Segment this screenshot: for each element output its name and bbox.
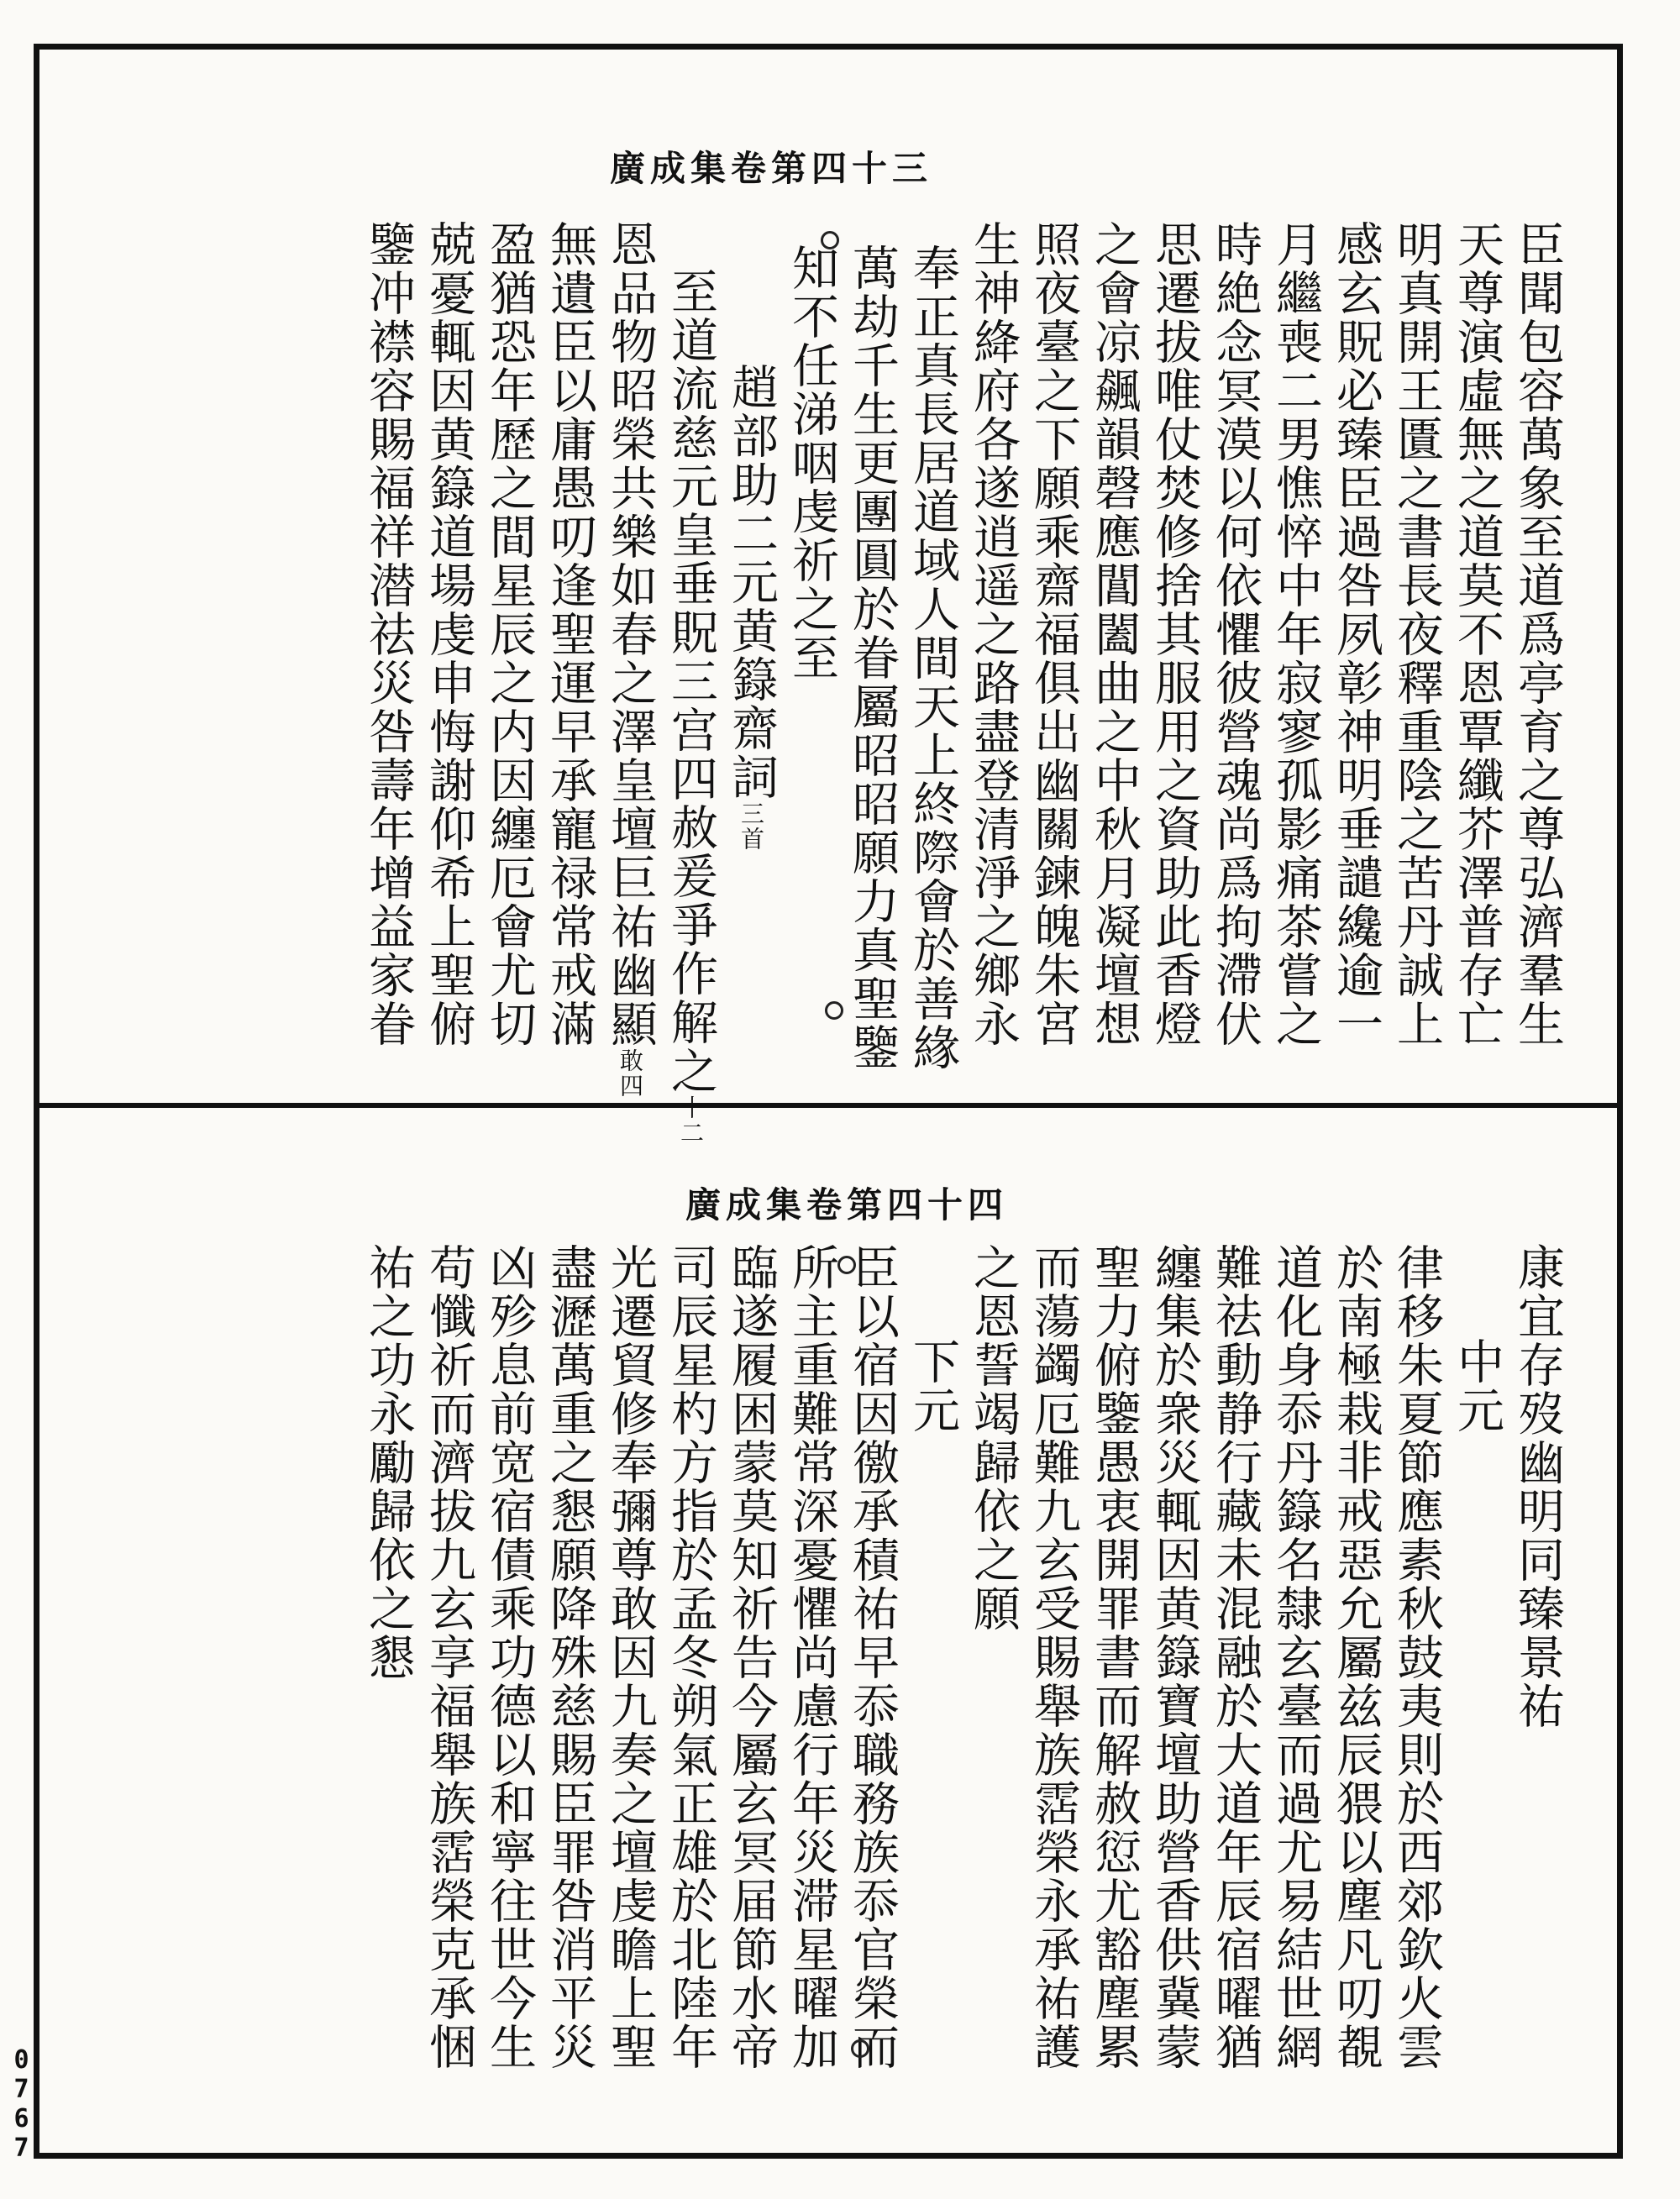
text-column xyxy=(835,220,900,1072)
top-annotation-circle-1 xyxy=(821,231,839,249)
column-text: 時絶念冥漠以何依懼彼營魂尚爲拘滯伏 xyxy=(1208,220,1263,1048)
column-text: 思遷拔唯仗焚修捨其服用之資助此香燈 xyxy=(1147,220,1202,1048)
panel-divider xyxy=(34,1103,1623,1108)
text-column xyxy=(1077,1243,1142,2108)
text-column xyxy=(1016,1243,1081,2108)
page-number: 0767 xyxy=(7,2045,36,2163)
text-column xyxy=(774,220,839,1067)
text-column xyxy=(1319,1243,1383,2108)
text-column xyxy=(412,220,476,1067)
column-text: 盈猶恐年歷之間星辰之内因纏厄會尤切 xyxy=(482,220,537,1048)
text-column xyxy=(472,1243,537,2108)
column-text: 而蕩蠲厄難九玄受賜舉族霑榮永承祐護 xyxy=(1026,1243,1081,2071)
column-text: 所主重難常深憂懼尚慮行年災滞星曜加 xyxy=(785,1243,839,2071)
column-text: 律移朱夏節應素秋鼓夷則於西郊欽火雲 xyxy=(1389,1243,1444,2071)
column-text: 恩品物昭榮共樂如春之澤皇壇巨祐幽顯 xyxy=(603,220,658,1048)
column-text: 司辰星杓方指於孟冬朔氣正雄於北陸年 xyxy=(664,1243,718,2071)
column-note: 十二 xyxy=(677,1095,705,1146)
column-text: 感玄貺必臻臣過咎夙彰神明垂譴纔逾一 xyxy=(1329,220,1383,1048)
column-text: 明真開王匱之書長夜釋重陰之苦丹誠上 xyxy=(1389,220,1444,1048)
text-column xyxy=(412,1243,476,2108)
text-column xyxy=(593,220,658,1099)
column-text: 趙部助二元黄籙齋詞 xyxy=(724,363,779,801)
text-column xyxy=(654,220,718,1146)
text-column xyxy=(593,1243,658,2108)
text-column xyxy=(1500,220,1565,1067)
text-column xyxy=(895,220,960,1072)
top-volume-label: 卷第四十三 xyxy=(730,148,932,189)
text-column xyxy=(1319,220,1383,1067)
text-column xyxy=(1440,1243,1504,2108)
column-text: 中元 xyxy=(1450,1337,1504,1435)
column-text: 月繼喪二男憔悴中年寂寥孤影痛茶嘗之 xyxy=(1268,220,1323,1048)
text-column xyxy=(1137,1243,1202,2108)
column-text: 天尊演虛無之道莫不恩覃纖芥澤普存亡 xyxy=(1450,220,1504,1048)
bottom-header xyxy=(635,1178,1008,1228)
bottom-annotation-circle-1 xyxy=(837,1256,856,1274)
text-column xyxy=(1379,1243,1444,2108)
text-column xyxy=(1500,1243,1565,2108)
text-column xyxy=(351,1243,416,2108)
text-column xyxy=(1258,220,1323,1067)
bottom-book-title: 廣成集 xyxy=(685,1184,806,1225)
text-column xyxy=(1198,1243,1263,2108)
column-text: 萬劫千生更團圓於眷屬昭昭願力真聖鑒 xyxy=(845,244,900,1072)
column-note: 敢四 xyxy=(617,1048,644,1099)
bottom-text-columns xyxy=(82,1243,1565,2108)
column-text: 難祛動静行藏未混融於大道年辰宿曜猶 xyxy=(1208,1243,1263,2071)
text-column xyxy=(654,1243,718,2108)
text-column xyxy=(1258,1243,1323,2108)
text-column xyxy=(533,1243,597,2108)
column-text: 知不任涕咽虔祈之至 xyxy=(785,244,839,682)
column-text: 臨遂履困蒙莫知祈告今屬玄冥届節水帝 xyxy=(724,1243,779,2071)
column-text: 生神絳府各遂逍遥之路盡登清淨之鄉永 xyxy=(966,220,1021,1048)
column-text: 兢憂輒因黄籙道場虔申悔謝仰希上聖俯 xyxy=(422,220,476,1048)
column-text: 臣聞包容萬象至道爲亭育之尊弘濟羣生 xyxy=(1510,220,1565,1048)
column-text: 至道流慈元皇垂貺三宫四赦爰爭作解之 xyxy=(664,267,718,1095)
column-text: 盡瀝萬重之懇願降殊慈賜臣罪咎消平災 xyxy=(543,1243,597,2071)
text-column xyxy=(714,220,779,1067)
top-annotation-circle-2 xyxy=(825,1001,843,1020)
text-column xyxy=(956,1243,1021,2108)
text-column xyxy=(956,220,1021,1067)
column-note: 三首 xyxy=(738,801,765,852)
text-column xyxy=(714,1243,779,2108)
column-text: 臣以宿因徼承積祐早忝職務族忝官榮而 xyxy=(845,1243,900,2071)
text-column xyxy=(1379,220,1444,1067)
column-text: 於南極栽非戒惡允屬兹辰猥以塵凡叨覩 xyxy=(1329,1243,1383,2071)
column-text: 奉正真長居道域人間天上終際會於善緣 xyxy=(906,244,960,1072)
text-column xyxy=(835,1243,900,2108)
bottom-volume-label: 卷第四十四 xyxy=(806,1184,1008,1225)
column-text: 下元 xyxy=(906,1337,960,1435)
column-text: 祐之功永勵歸依之懇 xyxy=(361,1243,416,1682)
text-column xyxy=(1137,220,1202,1067)
text-column xyxy=(1198,220,1263,1067)
text-column xyxy=(351,220,416,1067)
top-text-columns xyxy=(82,220,1565,1146)
text-column xyxy=(1077,220,1142,1067)
text-column xyxy=(774,1243,839,2108)
text-column xyxy=(1016,220,1081,1067)
column-text: 鑒冲襟容賜福祥潜祛災咎壽年增益家眷 xyxy=(361,220,416,1048)
top-header xyxy=(559,141,932,192)
column-text: 苟懺祈而濟拔九玄享福舉族霑榮克承悃 xyxy=(422,1243,476,2071)
column-text: 照夜臺之下願乘齋福俱出幽關鍊魄朱宮 xyxy=(1026,220,1081,1048)
text-column xyxy=(895,1243,960,2108)
text-column xyxy=(533,220,597,1067)
column-text: 康宜存歿幽明同臻景祐 xyxy=(1510,1243,1565,1730)
column-text: 之恩誓竭歸依之願 xyxy=(966,1243,1021,1633)
column-text: 光遷貿修奉彌尊敢因九奏之壇虔瞻上聖 xyxy=(603,1243,658,2071)
column-text: 聖力俯鑒愚衷開罪書而解赦愆尤豁塵累 xyxy=(1087,1243,1142,2071)
bottom-annotation-circle-2 xyxy=(851,2039,869,2058)
column-text: 道化身忝丹籙名隸玄臺而過尤易結世網 xyxy=(1268,1243,1323,2071)
column-text: 纏集於衆災輒因黄籙寶壇助營香供冀蒙 xyxy=(1147,1243,1202,2071)
column-text: 凶殄息前宽宿債乘功德以和寧往世今生 xyxy=(482,1243,537,2071)
column-text: 無遺臣以庸愚叨逢聖運早承寵禄常戒滿 xyxy=(543,220,597,1048)
top-book-title: 廣成集 xyxy=(609,148,731,189)
text-column xyxy=(472,220,537,1067)
text-column xyxy=(1440,220,1504,1067)
column-text: 之會凉飆韻磬應閶闔曲之中秋月凝壇想 xyxy=(1087,220,1142,1048)
